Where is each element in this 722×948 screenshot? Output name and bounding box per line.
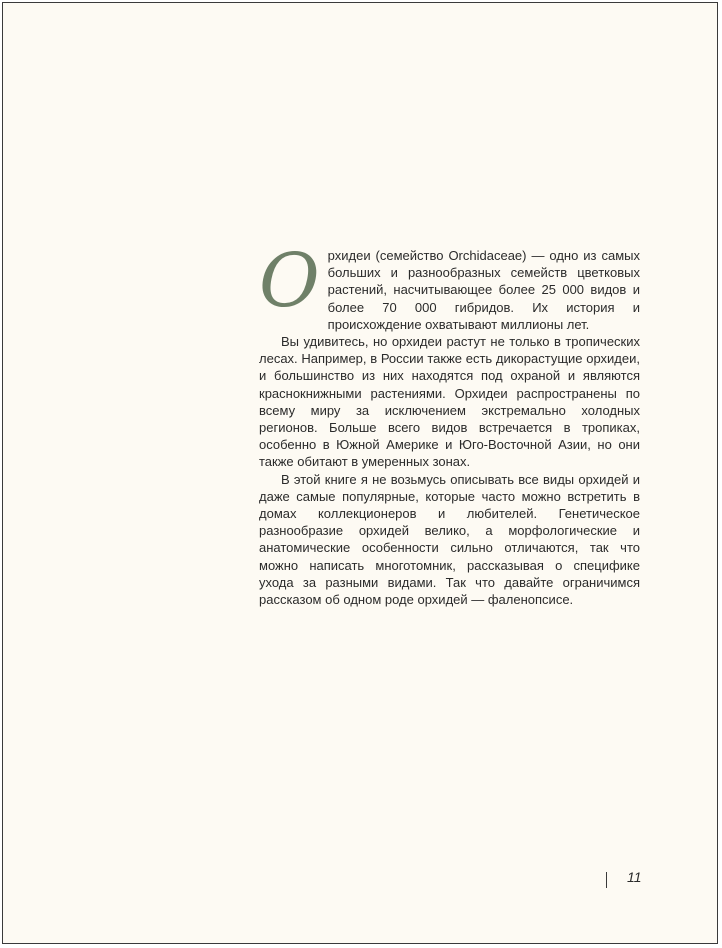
book-page xyxy=(2,2,718,944)
page-number: 11 xyxy=(627,869,642,885)
page-number-divider xyxy=(606,872,607,888)
paragraph-2: Вы удивитесь, но орхидеи растут не только в тропических лесах. Например, в России также есть дикорастущие орхидеи, и большинство из них находятся под охраной и являются краснокнижными растениями. Орхидеи распространены по всему миру за исключением экстремально холодных регионов. Больше всего видов встречается в тропиках, особенно в Южной Америке и Юго-Восточной Азии, но они также обитают в умеренных зонах. xyxy=(259,334,640,470)
paragraph-3: В этой книге я не возьмусь описывать все виды орхидей и даже самые популярные, которые часто можно встретить в домах коллекционеров и любителей. Генетическое разнообразие орхидей велико, а морфологические и анатомические особенности сильно отличаются, так что можно написать многотомник, рассказывая о специфике ухода за разными видами. Так что давайте ограничимся рассказом об одном роде орхидей — фаленопсисе. xyxy=(259,471,640,608)
body-text xyxy=(259,238,640,608)
paragraph-1-text: рхидеи (семейство Orchidaceae) — одно из самых больших и разнообразных семейств цветковых растений, насчитывающее более 25 000 видов и более 70 000 гибридов. Их история и происхождение охватывают миллионы лет. xyxy=(327,248,640,332)
drop-cap: О xyxy=(259,238,320,324)
paragraph-1 xyxy=(259,238,640,333)
